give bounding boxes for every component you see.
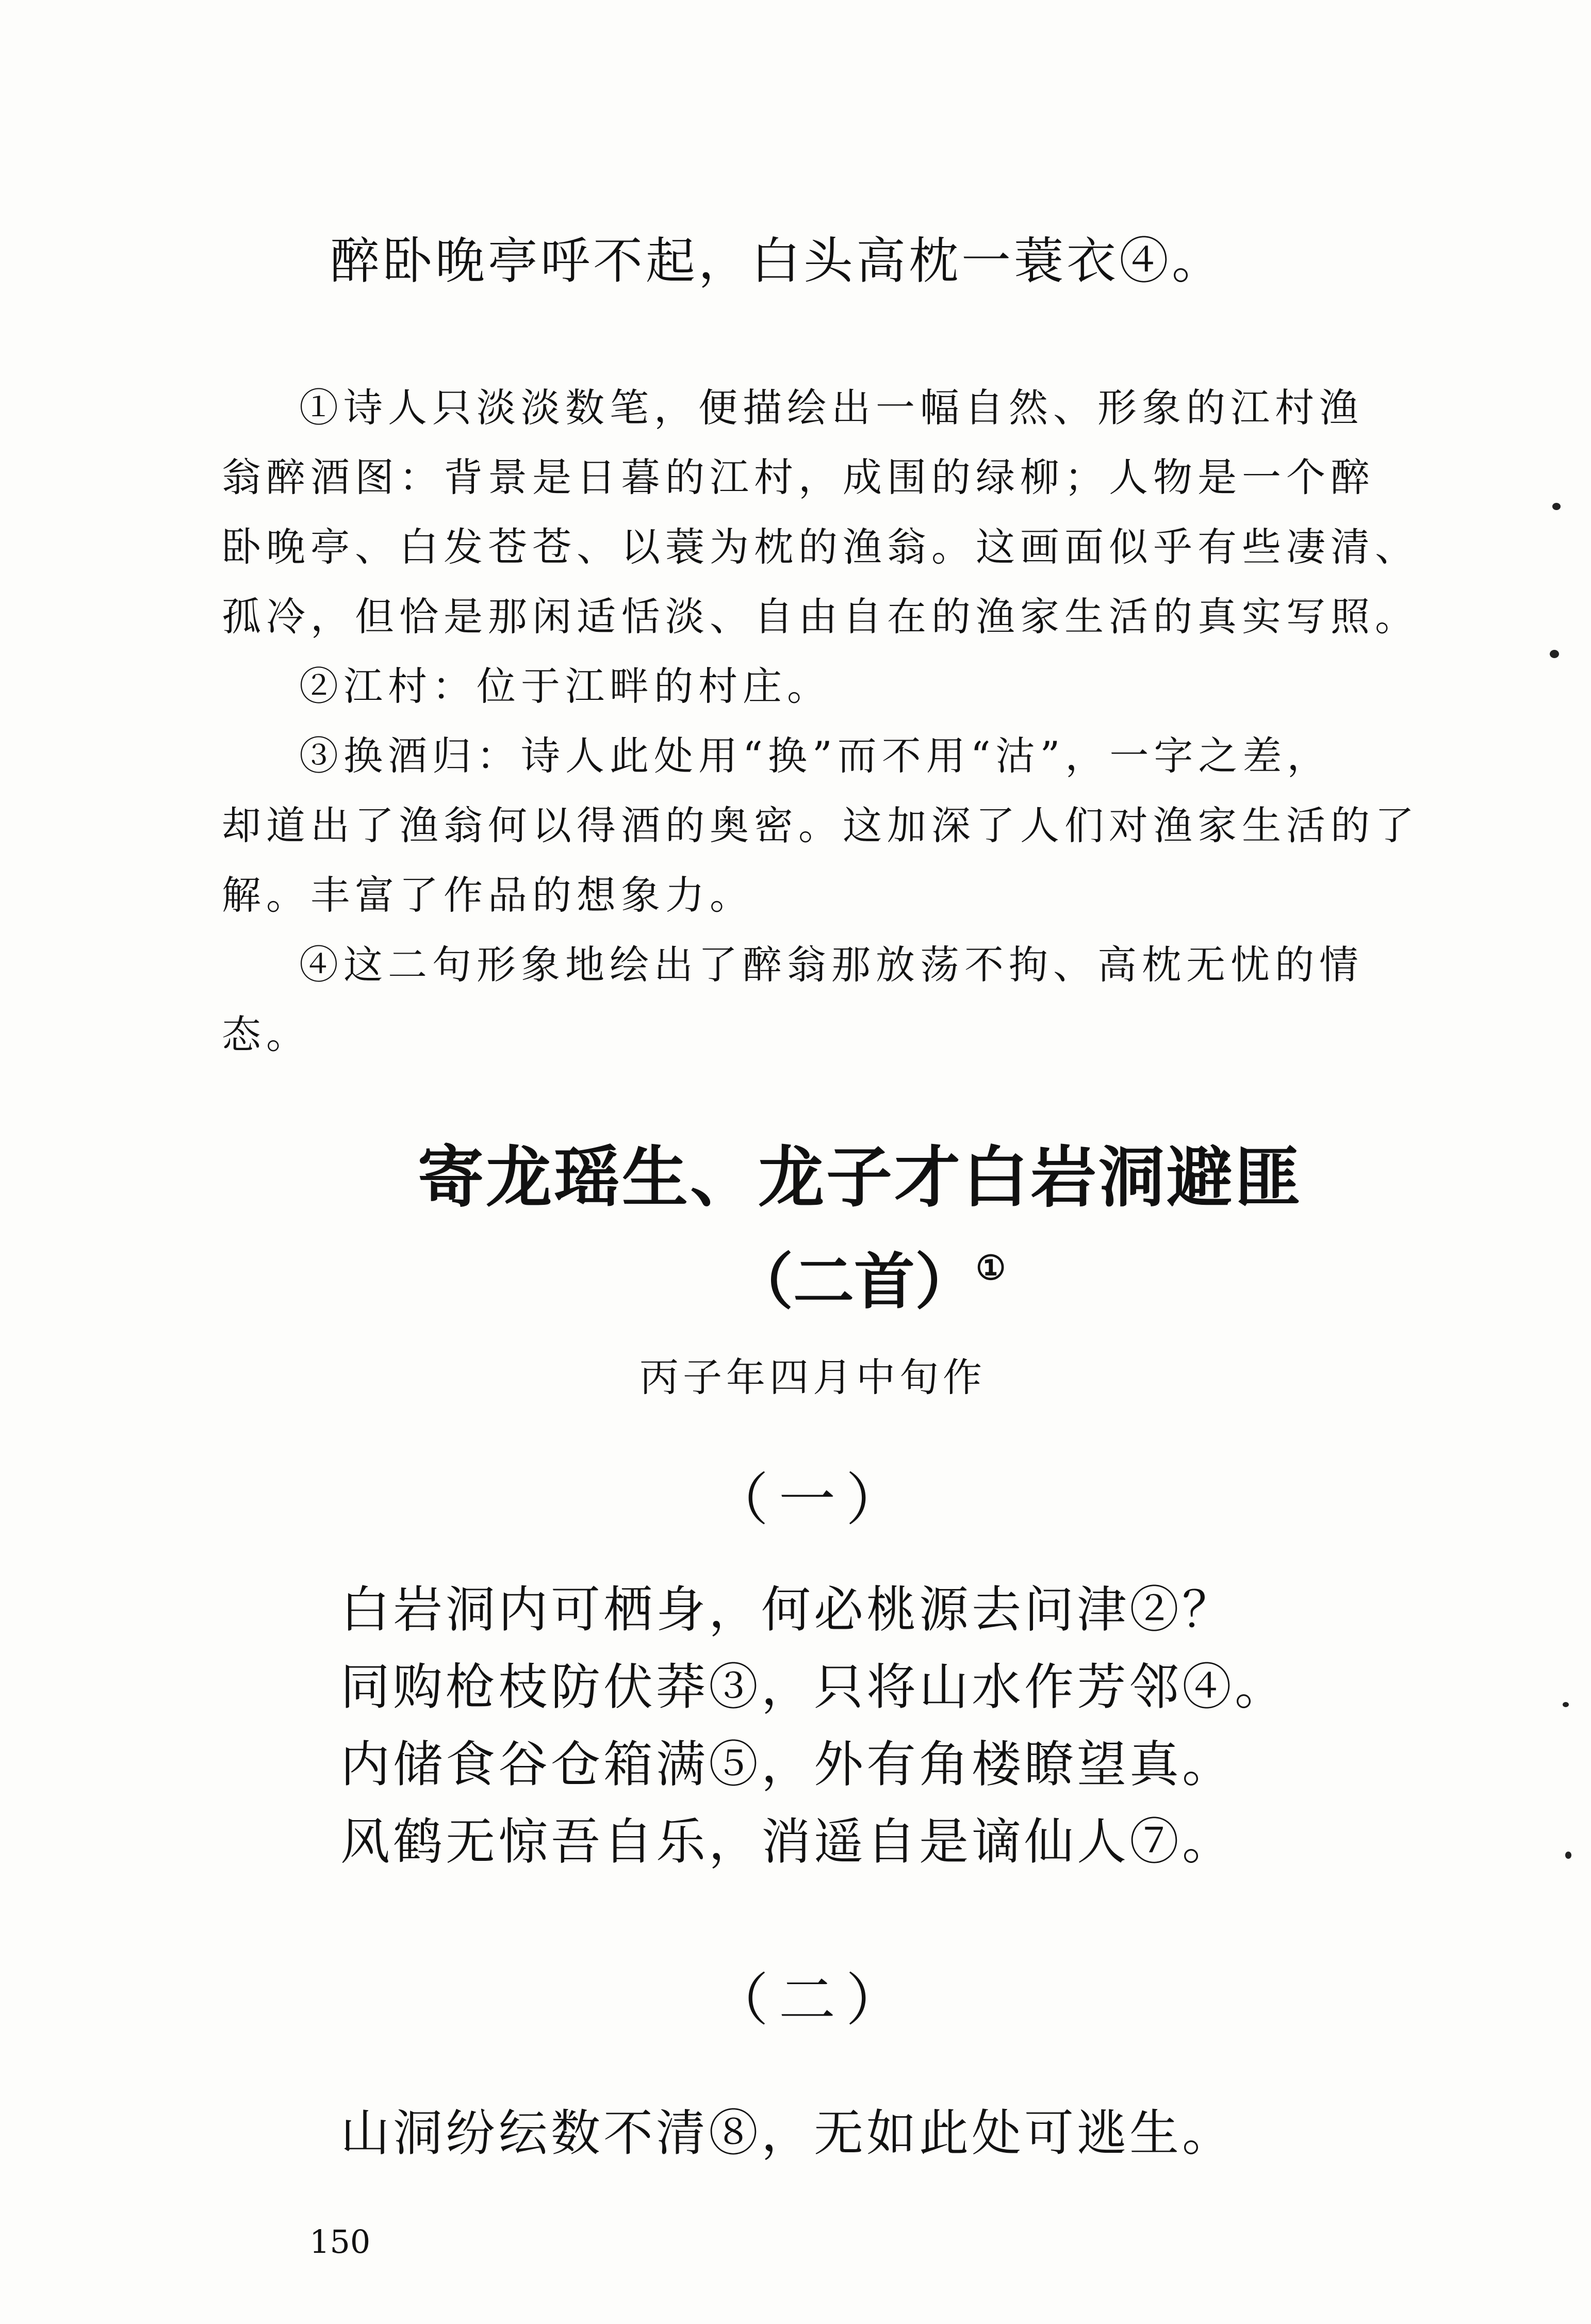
note-line: 翁醉酒图：背景是日暮的江村，成围的绿柳；人物是一个醉	[222, 454, 1375, 500]
poem-line: 风鹤无惊吾自乐，消遥自是谪仙人⑦。	[340, 1813, 1235, 1871]
subtitle-note-marker: ①	[976, 1248, 1006, 1288]
poem-line: 内储食谷仓箱满⑤，外有角楼瞭望真。	[340, 1736, 1235, 1793]
note-line: ②江村：位于江畔的村庄。	[299, 663, 831, 709]
note-line: 孤冷，但恰是那闲适恬淡、自由自在的渔家生活的真实写照。	[222, 594, 1419, 640]
poem-line: 同购枪枝防伏莽③，只将山水作芳邻④。	[340, 1658, 1287, 1716]
note-line: ④这二句形象地绘出了醉翁那放荡不拘、高枕无忧的情	[299, 942, 1364, 988]
poem-dateline: 丙子年四月中旬作	[639, 1354, 986, 1400]
note-line: 卧晚亭、白发苍苍、以蓑为枕的渔翁。这画面似乎有些凄清、	[222, 524, 1419, 570]
page-number: 150	[309, 2223, 371, 2261]
scan-speck	[1565, 1852, 1571, 1859]
poem-line: 白岩洞内可栖身，何必桃源去问津②？	[340, 1581, 1235, 1639]
poem-continuation-line: 醉卧晚亭呼不起，白头高枕一蓑衣④。	[330, 232, 1224, 290]
section-label-two: （二）	[712, 1967, 913, 2033]
poem-subtitle	[732, 1233, 1006, 1320]
scan-speck	[1550, 650, 1559, 658]
section-label-one: （一）	[712, 1467, 913, 1533]
scan-speck	[1552, 503, 1561, 510]
note-line: ③换酒归：诗人此处用“换”而不用“沽”，一字之差，	[299, 733, 1332, 779]
poem-subtitle-text: （二首）	[732, 1246, 976, 1317]
poem-line: 山洞纷纭数不清⑧，无如此处可逃生。	[340, 2104, 1235, 2162]
note-line: 解。丰富了作品的想象力。	[222, 872, 754, 918]
poem-title: 寄龙瑶生、龙子才白岩洞避匪	[418, 1139, 1303, 1216]
note-line: ①诗人只淡淡数笔，便描绘出一幅自然、形象的江村渔	[299, 385, 1364, 431]
note-line: 却道出了渔翁何以得酒的奥密。这加深了人们对渔家生活的了	[222, 803, 1419, 848]
note-line: 态。	[222, 1011, 310, 1057]
scan-speck	[1563, 1702, 1569, 1707]
